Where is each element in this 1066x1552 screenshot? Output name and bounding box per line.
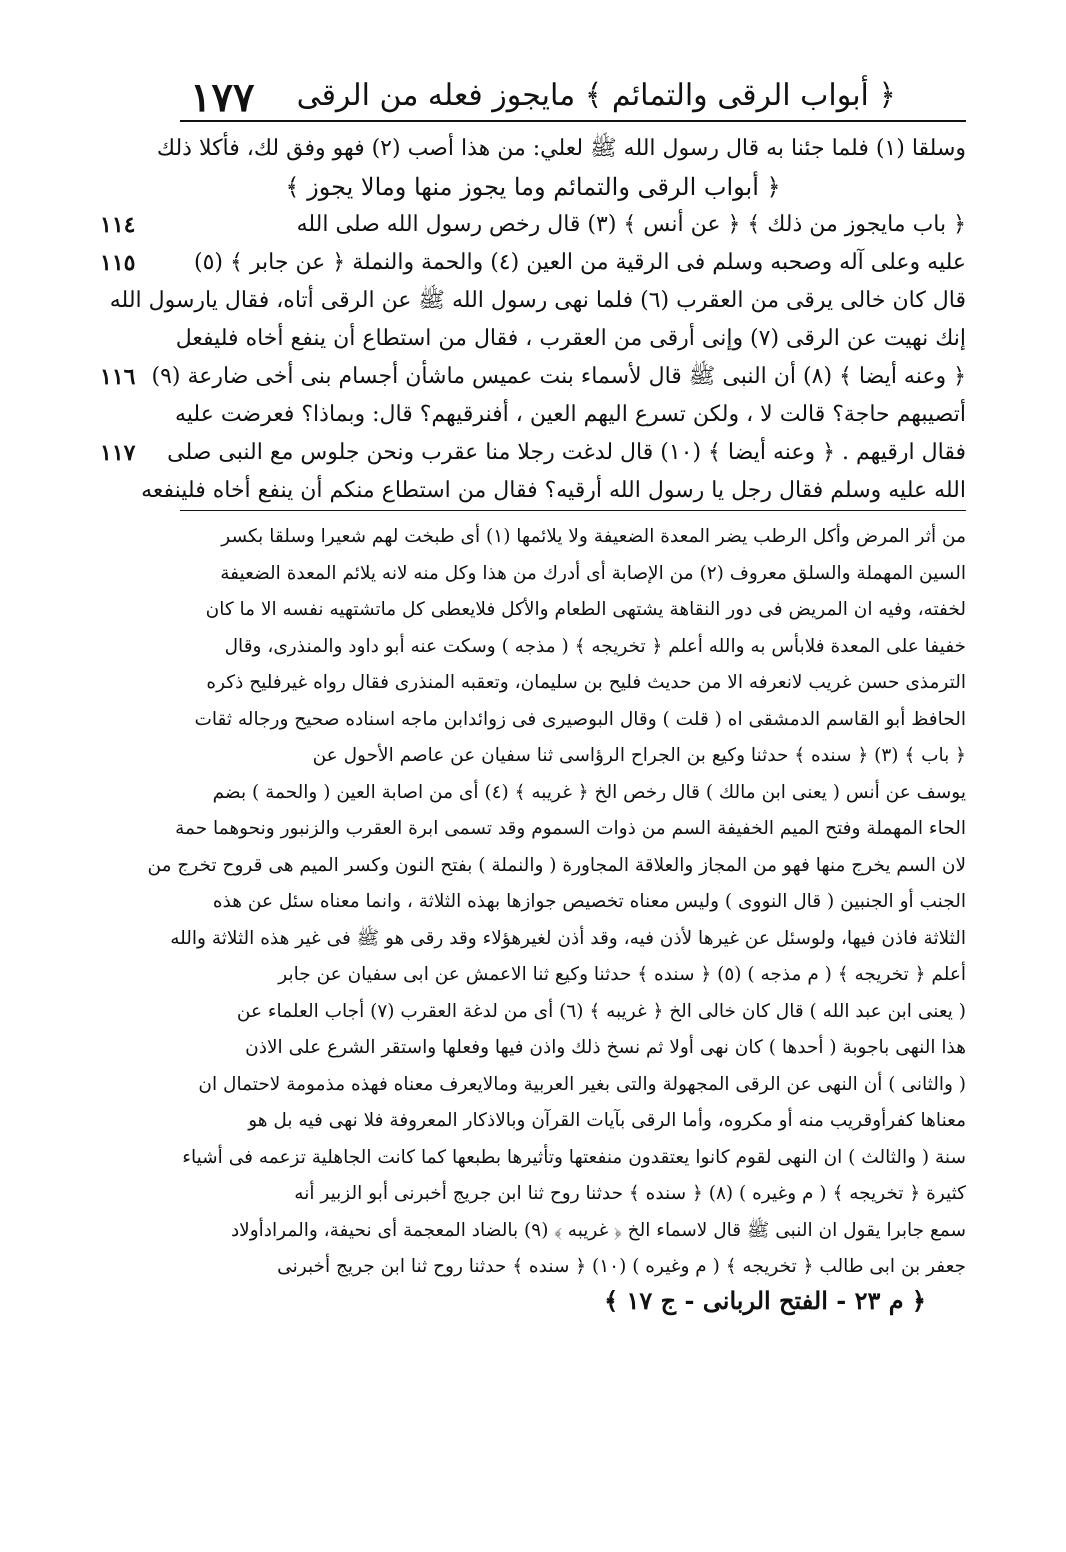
main-text-line — [100, 130, 966, 168]
commentary-line: الحافظ أبو القاسم الدمشقى اه ( قلت ) وقال البوصيرى فى زوائدابن ماجه اسناده صحيح ورجاله ثقات — [194, 708, 966, 730]
commentary-line: جعفر بن ابى طالب ﴿ تخريجه ﴾ ( م وغيره ) (١٠) ﴿ سنده ﴾ حدثنا روح ثنا ابن جريج أخبرنى — [277, 1256, 966, 1277]
section-heading — [100, 168, 966, 206]
main-text-line — [100, 282, 966, 320]
page-number: ١٧٧ — [190, 74, 255, 121]
main-text-content: ﴿ وعنه أيضا ﴾ (٨) أن النبى ﷺ قال لأسماء بنت عميس ماشأن أجسام بنى أخى ضارعة (٩) — [151, 364, 966, 389]
hadith-number: ١١٦ — [100, 364, 136, 390]
commentary-line: ( يعنى ابن عبد الله ) قال كان خالى الخ ﴿ غريبه ﴾ (٦) أى من لدغة العقرب (٧) أجاب العلماء عن — [236, 1000, 966, 1022]
commentary — [100, 519, 966, 1286]
commentary-line: سمع جابرا يقول ان النبى ﷺ قال لاسماء الخ ﴿ غريبه ﴾ (٩) بالضاد المعجمة أى نحيفة، والمرادأولاد — [230, 1219, 966, 1241]
main-text-line — [100, 244, 966, 282]
commentary-line: السين المهملة والسلق معروف (٢) من الإصابة أى أدرك من هذا وكل منه لانه يلائم المعدة الضعيفة — [220, 562, 966, 584]
page-header — [60, 60, 1006, 120]
main-text-line — [100, 320, 966, 358]
main-text-line — [100, 434, 966, 472]
commentary-line: هذا النهى باجوبة ( أحدها ) كان نهى أولا ثم نسخ ذلك واذن فيها وفعلها واستقر الشرع على الاذن — [245, 1037, 966, 1058]
main-text-content: أتصيبهم حاجة؟ قالت لا ، ولكن تسرع اليهم العين ، أفنرقيهم؟ قال: وبماذا؟ فعرضت عليه — [174, 402, 966, 427]
commentary-line: أعلم ﴿ تخريجه ﴾ ( م مذجه ) (٥) ﴿ سنده ﴾ حدثنا وكيع ثنا الاعمش عن ابى سفيان عن جابر — [278, 964, 966, 985]
main-text — [100, 130, 966, 510]
commentary-line: ( والثانى ) أن النهى عن الرقى المجهولة والتى بغير العربية ومالايعرف معناه فهذه مذمومة لاحتمال ان — [198, 1073, 966, 1095]
hadith-number: ١١٥ — [100, 250, 136, 276]
main-text-content: عليه وعلى آله وصحبه وسلم فى الرقية من العين (٤) والحمة والنملة ﴿ عن جابر ﴾ (٥) — [194, 250, 966, 275]
commentary-line: لان السم يخرج منها فهو من المجاز والعلاقة المجاورة ( والنملة ) بفتح النون وكسر الميم هى قروح تخرج من — [147, 854, 966, 876]
commentary-line: لخفته، وفيه ان المريض فى دور النقاهة يشتهى الطعام والأكل فلايعطى كل ماتشتهيه نفسه الا ما كان — [205, 599, 966, 620]
main-text-content: إنك نهيت عن الرقى (٧) وإنى أرقى من العقرب ، فقال من استطاع أن ينفع أخاه فليفعل — [175, 326, 966, 351]
hadith-number: ١١٧ — [100, 440, 136, 466]
running-head: ﴿ أبواب الرقى والتمائم ﴾ مايجوز فعله من الرقى — [296, 78, 896, 113]
main-text-line — [100, 358, 966, 396]
main-text-content: قال كان خالى يرقى من العقرب (٦) فلما نهى رسول الله ﷺ عن الرقى أتاه، فقال يارسول الله — [109, 288, 966, 313]
commentary-line: الجنب أو الجنبين ( قال النووى ) وليس معناه تخصيص جوازها بهذه الثلاثة ، وانما معناه سئل عن هذه — [212, 891, 966, 912]
hadith-number: ١١٤ — [100, 212, 136, 238]
commentary-line: الثلاثة فاذن فيها، ولوسئل عن غيرها لأذن فيه، وقد أذن لغيرهؤلاء وقد رقى هو ﷺ فى غير هذه الثلاثة والله — [170, 927, 966, 949]
commentary-line: يوسف عن أنس ( يعنى ابن مالك ) قال رخص الخ ﴿ غريبه ﴾ (٤) أى من اصابة العين ( والحمة ) بضم — [212, 781, 966, 803]
commentary-line: كثيرة ﴿ تخريجه ﴾ ( م وغيره ) (٨) ﴿ سنده ﴾ حدثنا روح ثنا ابن جريج أخبرنى أبو الزبير أنه — [294, 1183, 966, 1204]
main-text-content: فقال ارقيهم . ﴿ وعنه أيضا ﴾ (١٠) قال لدغت رجلا منا عقرب ونحن جلوس مع النبى صلى — [167, 440, 966, 465]
signature-mark: ﴿ م ٢٣ - الفتح الربانى - ج ١٧ ﴾ — [604, 1285, 926, 1315]
commentary-line: ﴿ باب ﴾ (٣) ﴿ سنده ﴾ حدثنا وكيع بن الجراح الرؤاسى ثنا سفيان عن عاصم الأحول عن — [312, 745, 966, 766]
main-text-line — [100, 472, 966, 510]
header-rule — [180, 120, 966, 122]
commentary-line: معناها كفرأوقريب منه أو مكروه، وأما الرقى بآيات القرآن وبالاذكار المعروفة فلا نهى فيه بل هو — [248, 1110, 966, 1131]
commentary-line: الحاء المهملة وفتح الميم الخفيفة السم من ذوات السموم وقد تسمى ابرة العقرب والزنبور ونحوهما حمة — [175, 818, 966, 839]
main-text-line — [100, 206, 966, 244]
commentary-line: خفيفا على المعدة فلابأس به والله أعلم ﴿ تخريجه ﴾ ( مذجه ) وسكت عنه أبو داود والمنذرى، وقال — [224, 635, 966, 657]
main-text-line — [100, 396, 966, 434]
commentary-line: من أثر المرض وأكل الرطب يضر المعدة الضعيفة ولا يلائمها (١) أى طبخت لهم شعيرا وسلقا بكسر — [221, 526, 966, 547]
main-text-content: ﴿ باب مايجوز من ذلك ﴾ ﴿ عن أنس ﴾ (٣) قال رخص رسول الله صلى الله — [296, 212, 966, 237]
main-text-content: الله عليه وسلم فقال رجل يا رسول الله أرقيه؟ فقال من استطاع منكم أن ينفع أخاه فلينفعه — [141, 478, 966, 503]
main-text-content: ﴿ أبواب الرقى والتمائم وما يجوز منها ومالا يجوز ﴾ — [285, 173, 781, 201]
commentary-line: سنة ( والثالث ) ان النهى لقوم كانوا يعتقدون منفعتها وتأثيرها بطبعها كما كانت الجاهلية تزعمه فى أشياء — [182, 1146, 966, 1168]
commentary-line: الترمذى حسن غريب لانعرفه الا من حديث فليح بن سليمان، وتعقبه المنذرى فقال رواه غيرفليح ذكره — [206, 672, 966, 693]
footnote-rule — [180, 510, 966, 511]
main-text-content: وسلقا (١) فلما جئنا به قال رسول الله ﷺ لعلي: من هذا أصب (٢) فهو وفق لك، فأكلا ذلك — [156, 136, 966, 161]
